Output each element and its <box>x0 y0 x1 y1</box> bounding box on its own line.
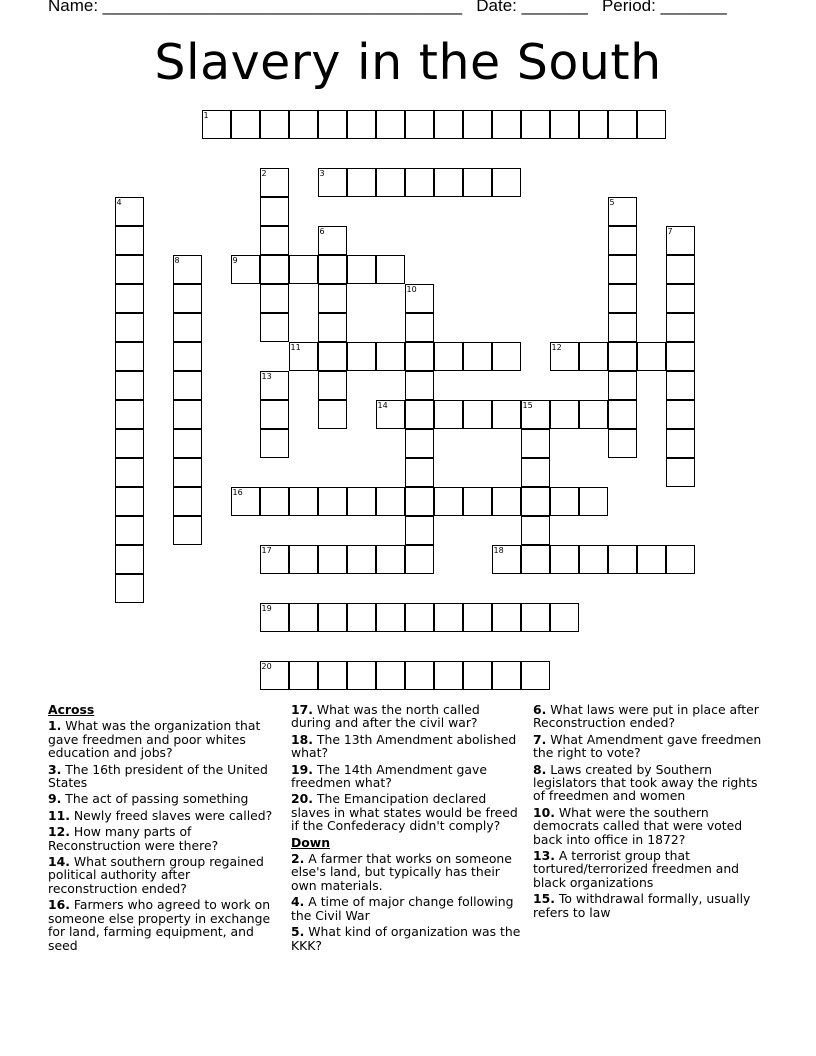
grid-cell[interactable] <box>376 487 405 516</box>
grid-cell[interactable] <box>521 110 550 139</box>
grid-cell[interactable] <box>376 255 405 284</box>
clue-number: 19 <box>261 604 272 613</box>
clue-number: 5 <box>609 198 615 207</box>
grid-cell[interactable] <box>434 487 463 516</box>
grid-cell[interactable] <box>405 516 434 545</box>
grid-cell[interactable] <box>579 545 608 574</box>
grid-cell[interactable] <box>347 603 376 632</box>
grid-cell[interactable] <box>173 255 202 284</box>
clue-number: 15 <box>522 401 533 410</box>
grid-cell[interactable] <box>376 168 405 197</box>
grid-cell[interactable] <box>318 545 347 574</box>
grid-cell[interactable] <box>260 545 289 574</box>
grid-cell[interactable] <box>318 342 347 371</box>
grid-cell[interactable] <box>260 168 289 197</box>
grid-cell[interactable] <box>492 110 521 139</box>
clue-num: 3. <box>48 761 62 777</box>
grid-cell[interactable] <box>173 516 202 545</box>
grid-cell[interactable] <box>173 371 202 400</box>
grid-cell[interactable] <box>289 603 318 632</box>
grid-cell[interactable] <box>608 226 637 255</box>
grid-cell[interactable] <box>521 516 550 545</box>
grid-cell[interactable] <box>260 400 289 429</box>
grid-cell[interactable] <box>318 313 347 342</box>
grid-cell[interactable] <box>608 110 637 139</box>
across-heading: Across <box>48 702 95 717</box>
clue-text: The 16th president of the United States <box>48 761 268 791</box>
grid-cell[interactable] <box>405 545 434 574</box>
grid-cell[interactable] <box>492 603 521 632</box>
clue-num: 6. <box>533 702 547 717</box>
grid-cell[interactable] <box>579 400 608 429</box>
grid-cell[interactable] <box>463 342 492 371</box>
clue-text: A time of major change following the Civil War <box>291 894 514 923</box>
grid-cell[interactable] <box>608 313 637 342</box>
grid-cell[interactable] <box>289 110 318 139</box>
across-clue <box>291 733 523 760</box>
clue-text: What laws were put in place after Reconstruction ended? <box>533 702 759 731</box>
grid-cell[interactable] <box>550 110 579 139</box>
clue-num: 20. <box>291 791 313 807</box>
grid-cell[interactable] <box>608 197 637 226</box>
grid-cell[interactable] <box>260 661 289 690</box>
clue-text: What kind of organization was the KKK? <box>291 924 521 953</box>
grid-cell[interactable] <box>173 284 202 313</box>
clue-number: 9 <box>232 256 238 265</box>
down-clue <box>533 849 769 889</box>
clue-text: A farmer that works on someone else's land, but typically has their own materials. <box>291 851 512 893</box>
grid-cell[interactable] <box>347 255 376 284</box>
grid-cell[interactable] <box>666 284 695 313</box>
grid-cell[interactable] <box>405 603 434 632</box>
grid-cell[interactable] <box>318 226 347 255</box>
name-label: Name: <box>48 0 103 15</box>
grid-cell[interactable] <box>492 168 521 197</box>
clue-number: 16 <box>232 488 243 497</box>
clue-number: 6 <box>319 227 325 236</box>
grid-cell[interactable] <box>579 487 608 516</box>
grid-cell[interactable] <box>463 603 492 632</box>
grid-cell[interactable] <box>260 255 289 284</box>
grid-cell[interactable] <box>115 429 144 458</box>
grid-cell[interactable] <box>405 168 434 197</box>
grid-cell[interactable] <box>115 226 144 255</box>
grid-cell[interactable] <box>405 110 434 139</box>
clue-text: Newly freed slaves were called? <box>69 807 273 823</box>
grid-cell[interactable] <box>492 342 521 371</box>
clue-text: What were the southern democrats called that were voted back into office in 1872? <box>533 804 743 847</box>
grid-cell[interactable] <box>405 400 434 429</box>
grid-cell[interactable] <box>376 110 405 139</box>
grid-cell[interactable] <box>405 284 434 313</box>
across-clue <box>291 703 523 730</box>
grid-cell[interactable] <box>115 284 144 313</box>
grid-cell[interactable] <box>318 255 347 284</box>
clue-number: 3 <box>319 169 325 178</box>
clue-text: The act of passing something <box>61 791 249 807</box>
across-clue <box>48 763 280 790</box>
grid-cell[interactable] <box>347 545 376 574</box>
grid-cell[interactable] <box>115 342 144 371</box>
clue-text: How many parts of Reconstruction were there? <box>48 824 219 853</box>
grid-cell[interactable] <box>608 400 637 429</box>
down-clue <box>533 806 769 846</box>
clue-number: 8 <box>174 256 180 265</box>
grid-cell[interactable] <box>666 371 695 400</box>
grid-cell[interactable] <box>434 603 463 632</box>
grid-cell[interactable] <box>405 429 434 458</box>
period-blank[interactable]: _______ <box>660 0 727 15</box>
down-clue <box>533 892 769 919</box>
across-clue <box>291 763 523 790</box>
clue-text: To withdrawal formally, usually refers to law <box>533 891 751 920</box>
grid-cell[interactable] <box>289 661 318 690</box>
clue-number: 1 <box>203 111 209 120</box>
grid-cell[interactable] <box>260 226 289 255</box>
grid-cell[interactable] <box>550 545 579 574</box>
clue-column-3 <box>533 703 769 922</box>
grid-cell[interactable] <box>289 545 318 574</box>
grid-cell[interactable] <box>289 255 318 284</box>
grid-cell[interactable] <box>434 110 463 139</box>
clue-column-2 <box>291 703 523 955</box>
clue-num: 9. <box>48 791 62 807</box>
grid-cell[interactable] <box>608 371 637 400</box>
period-label: Period: <box>601 0 661 15</box>
across-clue <box>291 792 523 832</box>
grid-cell[interactable] <box>289 487 318 516</box>
clue-text: Laws created by Southern legislators that took away the rights of freedmen and women <box>533 761 758 804</box>
down-clue <box>533 733 769 760</box>
grid-cell[interactable] <box>666 545 695 574</box>
clue-number: 7 <box>667 227 673 236</box>
down-clue <box>533 703 769 730</box>
clue-num: 16. <box>48 897 70 913</box>
clue-number: 11 <box>290 343 301 352</box>
clue-number: 14 <box>377 401 388 410</box>
grid-cell[interactable] <box>637 110 666 139</box>
grid-cell[interactable] <box>115 458 144 487</box>
grid-cell[interactable] <box>608 284 637 313</box>
grid-cell[interactable] <box>637 342 666 371</box>
grid-cell[interactable] <box>405 458 434 487</box>
clue-text: What was the organization that gave freedmen and poor whites education and jobs? <box>48 718 261 761</box>
clue-num: 18. <box>291 731 313 747</box>
across-clue <box>48 809 280 822</box>
clue-num: 10. <box>533 804 555 820</box>
clue-num: 4. <box>291 894 305 910</box>
clue-text: What southern group regained political authority after reconstruction ended? <box>48 854 264 896</box>
grid-cell[interactable] <box>521 661 550 690</box>
grid-cell[interactable] <box>260 429 289 458</box>
clue-number: 18 <box>493 546 504 555</box>
grid-cell[interactable] <box>550 603 579 632</box>
grid-cell[interactable] <box>318 487 347 516</box>
grid-cell[interactable] <box>202 110 231 139</box>
grid-cell[interactable] <box>115 516 144 545</box>
grid-cell[interactable] <box>434 400 463 429</box>
grid-cell[interactable] <box>115 574 144 603</box>
clue-num: 13. <box>533 848 555 864</box>
grid-cell[interactable] <box>463 661 492 690</box>
date-blank[interactable]: _______ <box>521 0 588 15</box>
grid-cell[interactable] <box>405 371 434 400</box>
grid-cell[interactable] <box>405 313 434 342</box>
grid-cell[interactable] <box>173 487 202 516</box>
across-clue <box>48 898 280 952</box>
grid-cell[interactable] <box>347 110 376 139</box>
clue-num: 1. <box>48 718 62 734</box>
grid-cell[interactable] <box>173 342 202 371</box>
grid-cell[interactable] <box>289 342 318 371</box>
clue-number: 10 <box>406 285 417 294</box>
grid-cell[interactable] <box>376 342 405 371</box>
clue-num: 17. <box>291 702 313 717</box>
grid-cell[interactable] <box>521 429 550 458</box>
grid-cell[interactable] <box>318 661 347 690</box>
grid-cell[interactable] <box>376 545 405 574</box>
grid-cell[interactable] <box>434 661 463 690</box>
grid-cell[interactable] <box>637 545 666 574</box>
clue-number: 12 <box>551 343 562 352</box>
grid-cell[interactable] <box>173 429 202 458</box>
clue-number: 2 <box>261 169 267 178</box>
grid-cell[interactable] <box>463 487 492 516</box>
clue-text: The Emancipation declared slaves in what states would be freed if the Confederacy didn't comply? <box>291 791 518 834</box>
grid-cell[interactable] <box>260 603 289 632</box>
grid-cell[interactable] <box>405 487 434 516</box>
across-clue <box>48 825 280 852</box>
grid-cell[interactable] <box>434 168 463 197</box>
grid-cell[interactable] <box>318 284 347 313</box>
grid-cell[interactable] <box>347 342 376 371</box>
grid-cell[interactable] <box>550 400 579 429</box>
date-label: Date: <box>476 0 522 15</box>
grid-cell[interactable] <box>608 255 637 284</box>
clue-text: The 14th Amendment gave freedmen what? <box>291 761 487 791</box>
clue-text: The 13th Amendment abolished what? <box>291 731 517 761</box>
clue-number: 13 <box>261 372 272 381</box>
clue-num: 7. <box>533 731 547 747</box>
grid-cell[interactable] <box>231 255 260 284</box>
clue-num: 19. <box>291 761 313 777</box>
grid-cell[interactable] <box>666 255 695 284</box>
grid-cell[interactable] <box>521 487 550 516</box>
grid-cell[interactable] <box>492 400 521 429</box>
grid-cell[interactable] <box>463 168 492 197</box>
grid-cell[interactable] <box>115 197 144 226</box>
clue-num: 8. <box>533 761 547 777</box>
clue-number: 4 <box>116 198 122 207</box>
clue-num: 15. <box>533 891 555 907</box>
grid-cell[interactable] <box>463 110 492 139</box>
grid-cell[interactable] <box>608 545 637 574</box>
grid-cell[interactable] <box>115 313 144 342</box>
grid-cell[interactable] <box>318 371 347 400</box>
grid-cell[interactable] <box>173 458 202 487</box>
grid-cell[interactable] <box>115 400 144 429</box>
clue-text: A terrorist group that tortured/terrorized freedmen and black organizations <box>533 848 740 890</box>
grid-cell[interactable] <box>318 603 347 632</box>
down-clue <box>291 925 523 952</box>
across-clue <box>48 719 280 759</box>
grid-cell[interactable] <box>666 429 695 458</box>
down-clue <box>291 852 523 892</box>
grid-cell[interactable] <box>260 197 289 226</box>
grid-cell[interactable] <box>318 400 347 429</box>
clue-num: 11. <box>48 807 70 823</box>
grid-cell[interactable] <box>405 661 434 690</box>
grid-cell[interactable] <box>521 458 550 487</box>
grid-cell[interactable] <box>376 400 405 429</box>
grid-cell[interactable] <box>579 342 608 371</box>
grid-cell[interactable] <box>608 429 637 458</box>
page-title: Slavery in the South <box>154 34 662 91</box>
down-clue <box>533 763 769 803</box>
grid-cell[interactable] <box>666 458 695 487</box>
grid-cell[interactable] <box>492 545 521 574</box>
clue-num: 2. <box>291 851 305 867</box>
grid-cell[interactable] <box>347 487 376 516</box>
clue-text: Farmers who agreed to work on someone else property in exchange for land, farming equipment, and seed <box>48 897 271 953</box>
clue-number: 17 <box>261 546 272 555</box>
grid-cell[interactable] <box>521 545 550 574</box>
grid-cell[interactable] <box>434 342 463 371</box>
grid-cell[interactable] <box>579 110 608 139</box>
grid-cell[interactable] <box>550 342 579 371</box>
clue-column-1 <box>48 703 280 955</box>
grid-cell[interactable] <box>231 487 260 516</box>
grid-cell[interactable] <box>550 487 579 516</box>
grid-cell[interactable] <box>666 342 695 371</box>
grid-cell[interactable] <box>260 371 289 400</box>
down-clue <box>291 895 523 922</box>
grid-cell[interactable] <box>405 342 434 371</box>
grid-cell[interactable] <box>347 661 376 690</box>
grid-cell[interactable] <box>492 487 521 516</box>
clue-num: 12. <box>48 824 70 840</box>
grid-cell[interactable] <box>318 110 347 139</box>
grid-cell[interactable] <box>260 284 289 313</box>
across-clue <box>48 855 280 895</box>
across-clue <box>48 792 280 805</box>
grid-cell[interactable] <box>260 313 289 342</box>
grid-cell[interactable] <box>376 661 405 690</box>
clue-text: What was the north called during and after the civil war? <box>291 702 480 731</box>
name-blank[interactable]: ______________________________________ <box>102 0 463 15</box>
grid-cell[interactable] <box>666 400 695 429</box>
grid-cell[interactable] <box>115 545 144 574</box>
clue-number: 20 <box>261 662 272 671</box>
grid-cell[interactable] <box>318 168 347 197</box>
grid-cell[interactable] <box>115 255 144 284</box>
grid-cell[interactable] <box>115 487 144 516</box>
grid-cell[interactable] <box>173 400 202 429</box>
grid-cell[interactable] <box>463 400 492 429</box>
grid-cell[interactable] <box>521 400 550 429</box>
clue-num: 5. <box>291 924 305 940</box>
grid-cell[interactable] <box>666 313 695 342</box>
grid-cell[interactable] <box>173 313 202 342</box>
grid-cell[interactable] <box>260 110 289 139</box>
grid-cell[interactable] <box>608 342 637 371</box>
grid-cell[interactable] <box>666 226 695 255</box>
grid-cell[interactable] <box>521 603 550 632</box>
clue-text: What Amendment gave freedmen the right to vote? <box>533 731 762 761</box>
down-heading: Down <box>291 834 331 850</box>
grid-cell[interactable] <box>231 110 260 139</box>
grid-cell[interactable] <box>115 371 144 400</box>
grid-cell[interactable] <box>492 661 521 690</box>
grid-cell[interactable] <box>260 487 289 516</box>
grid-cell[interactable] <box>347 168 376 197</box>
grid-cell[interactable] <box>376 603 405 632</box>
clue-num: 14. <box>48 854 70 870</box>
